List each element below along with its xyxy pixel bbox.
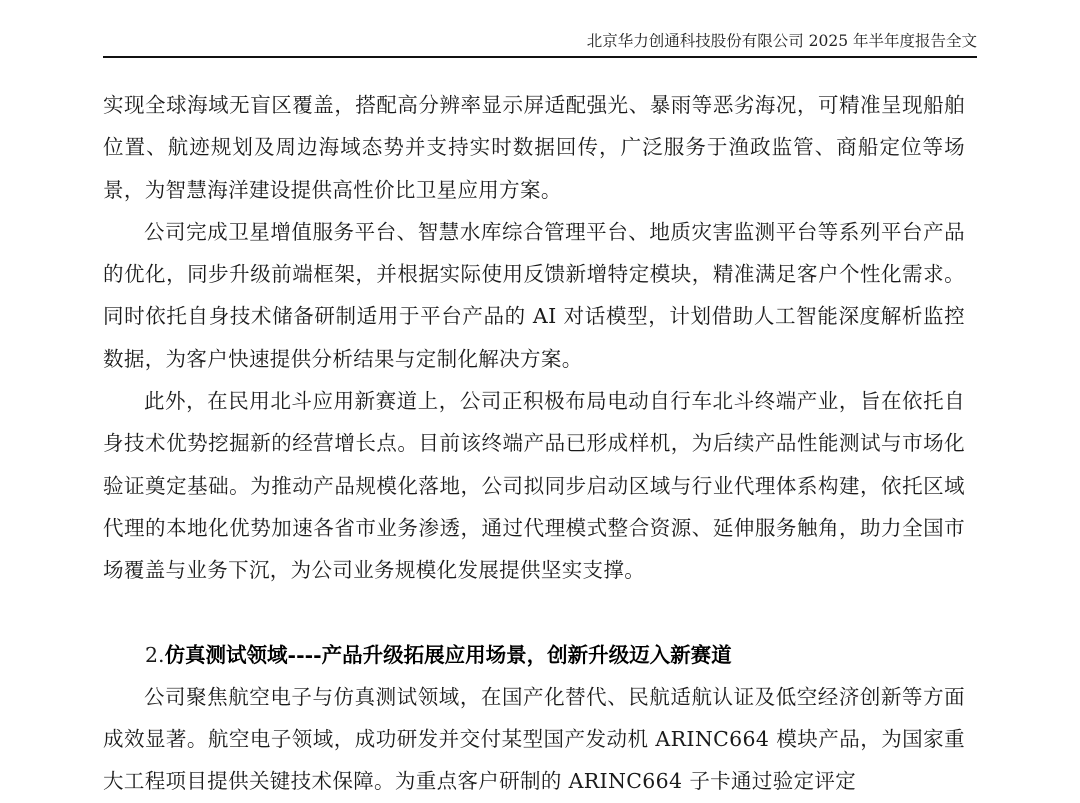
paragraph-platform-products: 公司完成卫星增值服务平台、智慧水库综合管理平台、地质灾害监测平台等系列平台产品的优化，同步升级前端框架，并根据实际使用反馈新增特定模块，精准满足客户个性化需求。同时依托自身技术储备研制适用于平台产品的 AI 对话模型，计划借助人工智能深度解析监控数据，为客户快速提供分析结果与定制化解决方案。 xyxy=(103,219,965,371)
section-number: 2. xyxy=(145,642,165,667)
paragraph-continued: 实现全球海域无盲区覆盖，搭配高分辨率显示屏适配强光、暴雨等恶劣海况，可精准呈现船舶位置、航迹规划及周边海域态势并支持实时数据回传，广泛服务于渔政监管、商船定位等场景，为智慧海洋建设提供高性价比卫星应用方案。 xyxy=(103,93,965,202)
section-heading xyxy=(103,634,965,676)
paragraph-beidou-terminal: 此外，在民用北斗应用新赛道上，公司正积极布局电动自行车北斗终端产业，旨在依托自身技术优势挖掘新的经营增长点。目前该终端产品已形成样机，为后续产品性能测试与市场化验证奠定基础。为推动产品规模化落地，公司拟同步启动区域与行业代理体系构建，依托区域代理的本地化优势加速各省市业务渗透，通过代理模式整合资源、延伸服务触角，助力全国市场覆盖与业务下沉，为公司业务规模化发展提供坚实支撑。 xyxy=(103,389,965,583)
header-rule xyxy=(103,56,977,58)
paragraph-simulation-testing: 公司聚焦航空电子与仿真测试领域，在国产化替代、民航适航认证及低空经济创新等方面成效显著。航空电子领域，成功研发并交付某型国产发动机 ARINC664 模块产品，为国家重大工程项目提供关键技术保障。为重点客户研制的 ARINC664 子卡通过验定评定 xyxy=(103,684,965,794)
section-title: 仿真测试领域----产品升级拓展应用场景，创新升级迈入新赛道 xyxy=(164,642,732,667)
document-body xyxy=(103,84,965,803)
page-header: 北京华力创通科技股份有限公司 2025 年半年度报告全文 xyxy=(586,32,977,50)
